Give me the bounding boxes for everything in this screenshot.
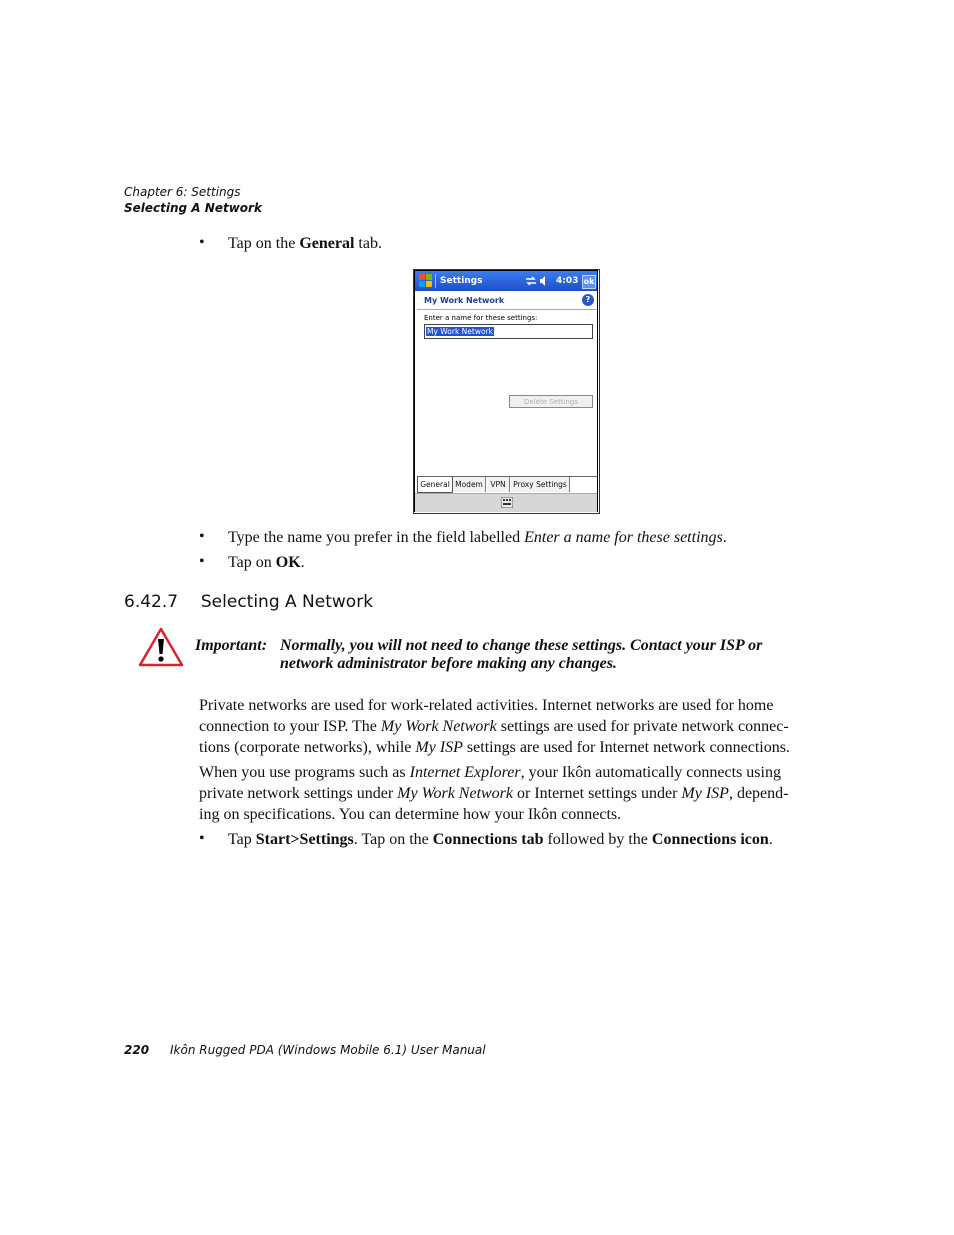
- bullet: •: [199, 830, 205, 847]
- pda-title-bar: [415, 271, 597, 291]
- section-number: 6.42.7: [124, 592, 179, 612]
- pda-page-heading: My Work Network: [424, 296, 505, 305]
- section-title: Selecting A Network: [200, 592, 374, 612]
- bullet-text-tap-start-settings: Tap Start>Settings. Tap on the Connections tab followed by the Connections icon.: [228, 831, 773, 848]
- field-label: Enter a name for these settings:: [424, 314, 538, 322]
- tab-general[interactable]: General: [417, 477, 453, 493]
- pda-screenshot: [414, 270, 598, 512]
- paragraph-auto-connect: When you use programs such as Internet Explorer, your Ikôn automatically connects using private network settings under My Work Network or Internet settings under My ISP, depend- ing on specifications. You can determine how your Ikôn connects.: [199, 764, 789, 823]
- help-icon[interactable]: ?: [582, 294, 594, 306]
- pda-tab-strip: [417, 476, 597, 493]
- paragraph-networks: Private networks are used for work-related activities. Internet networks are used for home connection to your ISP. The My Work Network settings are used for private network connec- tions (corporate networks), while My ISP settings are used for Internet network connections.: [199, 697, 790, 756]
- tab-modem[interactable]: Modem: [453, 477, 486, 492]
- important-line-1: Normally, you will not need to change these settings. Contact your ISP or: [280, 637, 763, 654]
- important-line-2: network administrator before making any changes.: [280, 655, 617, 672]
- keyboard-icon[interactable]: [501, 497, 513, 508]
- pda-title: Settings: [440, 276, 483, 286]
- warning-icon: [138, 627, 184, 667]
- bullet: •: [199, 553, 205, 570]
- settings-name-input[interactable]: [424, 324, 593, 339]
- tab-proxy-settings[interactable]: Proxy Settings: [511, 477, 570, 492]
- bullet-text-tap-ok: Tap on OK.: [228, 554, 305, 571]
- important-label: Important:: [195, 637, 268, 654]
- footer-title: Ikôn Rugged PDA (Windows Mobile 6.1) User Manual: [170, 1043, 486, 1057]
- volume-icon[interactable]: [540, 276, 548, 286]
- running-header-chapter: Chapter 6: Settings: [124, 185, 241, 199]
- section-heading: [124, 592, 373, 612]
- bullet-text-type-name: Type the name you prefer in the field labelled Enter a name for these settings.: [228, 529, 727, 546]
- bullet: •: [199, 528, 205, 545]
- title-divider: [435, 274, 436, 288]
- windows-start-icon[interactable]: [419, 274, 432, 287]
- bullet: •: [199, 234, 205, 251]
- settings-name-value: My Work Network: [427, 327, 493, 336]
- bullet-text-tap-general: Tap on the General tab.: [228, 235, 382, 252]
- pda-clock[interactable]: 4:03: [556, 276, 579, 286]
- pda-menu-bar: [415, 493, 597, 512]
- running-header-section: Selecting A Network: [124, 201, 262, 215]
- connectivity-icon[interactable]: [525, 276, 537, 286]
- ok-button[interactable]: ok: [582, 275, 596, 289]
- tab-vpn[interactable]: VPN: [487, 477, 510, 492]
- delete-settings-button[interactable]: Delete Settings: [509, 395, 593, 408]
- heading-divider: [417, 309, 597, 310]
- page-number: 220: [124, 1043, 150, 1057]
